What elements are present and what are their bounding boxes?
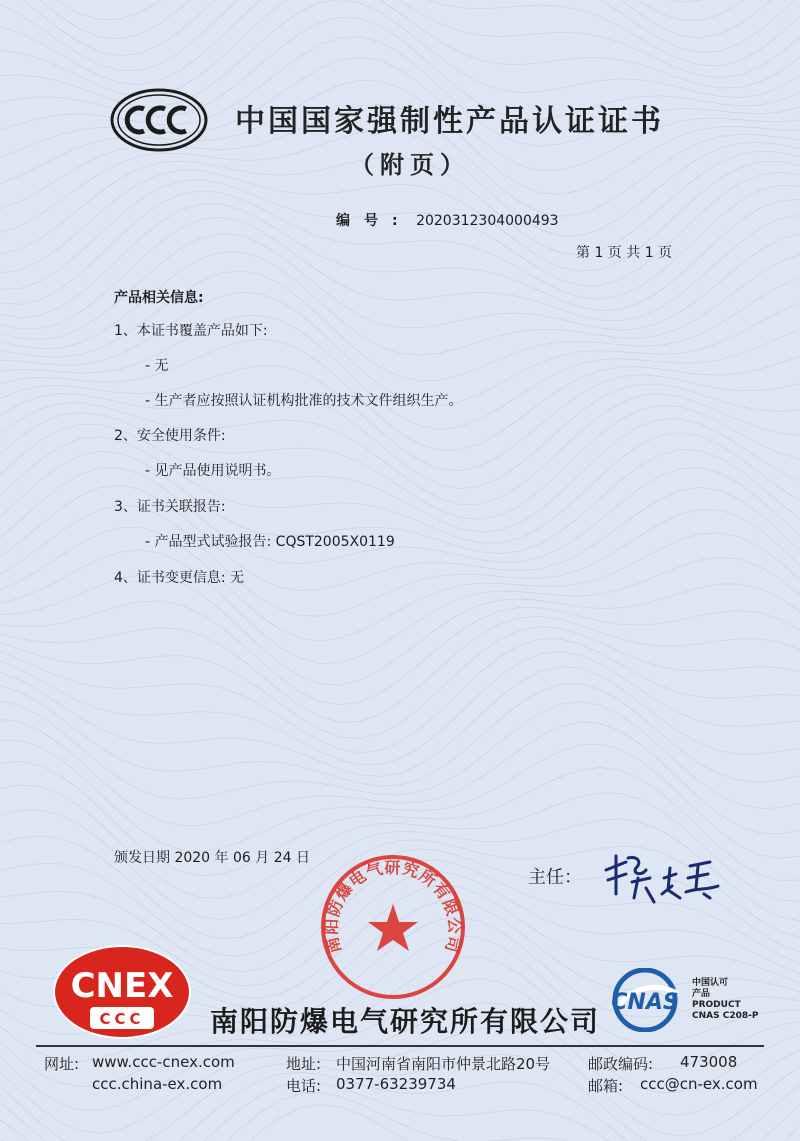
certificate-number-value: 2020312304000493 xyxy=(416,213,559,229)
guilloche-line xyxy=(0,652,800,765)
official-seal-image xyxy=(318,852,468,1002)
ccc-logo-icon xyxy=(110,88,208,152)
certificate-subtitle: （附页） xyxy=(350,151,470,179)
organization-name: 南阳防爆电气研究所有限公司 xyxy=(210,1005,601,1038)
cnas-line-4: CNAS C208-P xyxy=(692,1011,759,1021)
item-2-heading: 2、安全使用条件: xyxy=(114,428,226,444)
postcode-value: 473008 xyxy=(680,1053,738,1071)
phone-value: 0377-63239734 xyxy=(336,1075,456,1093)
issue-date: 颁发日期 2020 年 06 月 24 日 xyxy=(114,850,310,866)
cnas-line-2: 产品 xyxy=(692,989,711,999)
cnex-brand-text: CNEX xyxy=(70,966,174,1006)
item-1-heading: 1、本证书覆盖产品如下: xyxy=(114,323,268,339)
email-label: 邮箱: xyxy=(588,1077,624,1095)
guilloche-line xyxy=(0,0,800,56)
item-3-sub-1: - 产品型式试验报告: CQST2005X0119 xyxy=(145,534,395,550)
section-title: 产品相关信息: xyxy=(114,290,204,306)
guilloche-line xyxy=(0,215,800,329)
postcode-label: 邮政编码: xyxy=(588,1055,654,1073)
item-1-sub-2: - 生产者应按照认证机构批准的技术文件组织生产。 xyxy=(145,393,463,409)
phone-label: 电话: xyxy=(286,1077,322,1095)
director-label: 主任： xyxy=(528,867,582,888)
website-label: 网址: xyxy=(44,1055,80,1073)
guilloche-line xyxy=(0,0,800,20)
email-value[interactable]: ccc@cn-ex.com xyxy=(640,1075,758,1093)
cnas-caption xyxy=(692,978,758,1022)
cnas-line-3: PRODUCT xyxy=(692,1000,741,1010)
guilloche-line xyxy=(0,627,800,739)
website-link-1[interactable]: www.ccc-cnex.com xyxy=(92,1053,235,1071)
guilloche-line xyxy=(0,667,800,777)
guilloche-line xyxy=(0,292,800,406)
cnas-line-1: 中国认可 xyxy=(692,978,729,988)
certificate-number-row xyxy=(336,210,559,230)
guilloche-line xyxy=(0,601,800,705)
page-info: 第 1 页 共 1 页 xyxy=(576,245,673,261)
guilloche-line xyxy=(0,0,800,85)
cnas-mark-text: CNAS xyxy=(611,990,679,1015)
cnex-brand-sub: CCC xyxy=(99,1010,145,1028)
item-4-heading: 4、证书变更信息: 无 xyxy=(114,570,245,586)
certificate-title: 中国国家强制性产品认证证书 xyxy=(235,104,664,139)
svg-text:南阳防爆电气研究所有限公司: 南阳防爆电气研究所有限公司 xyxy=(321,857,465,956)
signature-image xyxy=(598,848,728,910)
item-1-sub-1: - 无 xyxy=(145,358,169,374)
footer-divider xyxy=(36,1045,764,1047)
certificate-number-label: 编号: xyxy=(336,213,412,229)
guilloche-line xyxy=(0,701,800,808)
item-2-sub-1: - 见产品使用说明书。 xyxy=(145,463,281,479)
guilloche-line xyxy=(0,394,800,505)
guilloche-line xyxy=(0,575,800,685)
cnas-logo-icon xyxy=(600,968,690,1032)
guilloche-line xyxy=(0,616,800,722)
guilloche-line xyxy=(0,684,800,787)
item-3-heading: 3、证书关联报告: xyxy=(114,499,226,515)
guilloche-line xyxy=(0,505,800,616)
address-value: 中国河南省南阳市仲景北路20号 xyxy=(336,1055,551,1073)
cnex-logo-icon xyxy=(52,945,192,1040)
footer xyxy=(0,1045,800,1141)
address-label: 地址: xyxy=(286,1055,322,1073)
website-link-2[interactable]: ccc.china-ex.com xyxy=(92,1075,223,1093)
